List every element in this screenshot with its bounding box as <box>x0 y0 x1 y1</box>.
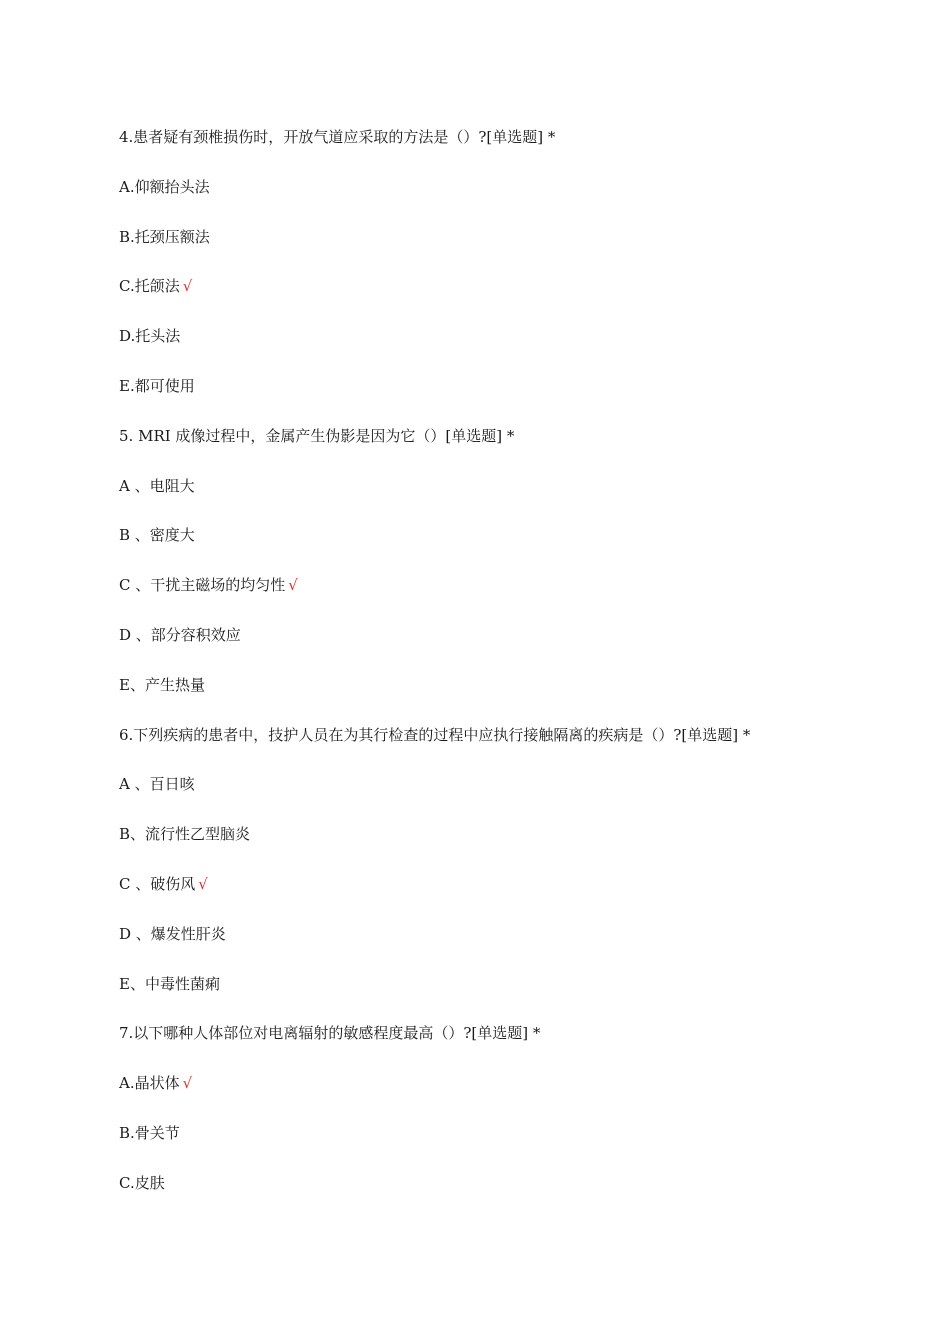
question-6-option-a <box>119 773 879 823</box>
option-label: C.皮肤 <box>119 1173 165 1192</box>
question-5-option-c <box>119 574 879 624</box>
option-label: B、流行性乙型脑炎 <box>119 825 251 844</box>
question-4-option-e <box>119 375 879 425</box>
option-label: E、产生热量 <box>119 675 205 694</box>
option-label: D.托头法 <box>119 327 181 346</box>
document-page <box>119 126 879 1222</box>
question-6-option-c <box>119 873 879 923</box>
option-label: D 、爆发性肝炎 <box>119 924 226 943</box>
option-label: A 、百日咳 <box>119 775 195 794</box>
option-label: B.骨关节 <box>119 1123 180 1142</box>
option-label: E、中毒性菌痢 <box>119 974 220 993</box>
option-label: C 、破伤风 <box>119 874 196 893</box>
question-4-text: 4.患者疑有颈椎损伤时，开放气道应采取的方法是（）?[单选题] * <box>119 128 556 146</box>
option-label: D 、部分容积效应 <box>119 625 241 644</box>
option-label: B 、密度大 <box>119 526 195 545</box>
question-5-option-d <box>119 624 879 674</box>
option-label: B.托颈压额法 <box>119 227 210 246</box>
option-label: C 、干扰主磁场的均匀性 <box>119 576 286 595</box>
question-6-option-d <box>119 923 879 973</box>
question-5-text: 5. MRI 成像过程中，金属产生伪影是因为它（）[单选题] * <box>119 426 515 445</box>
correct-check-icon: √ <box>182 1074 193 1093</box>
question-7-option-c <box>119 1172 879 1222</box>
question-4-option-b <box>119 226 879 276</box>
question-4-option-a <box>119 176 879 226</box>
question-5-option-e <box>119 674 879 724</box>
correct-check-icon: √ <box>198 874 208 893</box>
question-7-text: 7.以下哪种人体部位对电离辐射的敏感程度最高（）?[单选题] * <box>119 1024 541 1043</box>
question-6-text: 6.下列疾病的患者中，技护人员在为其行检查的过程中应执行接触隔离的疾病是（）?[单选题] * <box>119 725 751 744</box>
option-label: A.仰额抬头法 <box>119 177 210 196</box>
question-6-option-b <box>119 823 879 873</box>
question-5-option-a <box>119 475 879 525</box>
correct-check-icon: √ <box>288 576 298 595</box>
question-7-option-a <box>119 1072 879 1122</box>
option-label: A.晶状体 <box>119 1074 180 1093</box>
question-6-option-e <box>119 973 879 1023</box>
option-label: E.都可使用 <box>119 376 195 395</box>
option-label: C.托颌法 <box>119 277 180 296</box>
question-7-option-b <box>119 1122 879 1172</box>
question-4-option-c <box>119 275 879 325</box>
question-4-option-d <box>119 325 879 375</box>
correct-check-icon: √ <box>182 277 193 296</box>
option-label: A 、电阻大 <box>119 476 195 495</box>
question-5-option-b <box>119 524 879 574</box>
